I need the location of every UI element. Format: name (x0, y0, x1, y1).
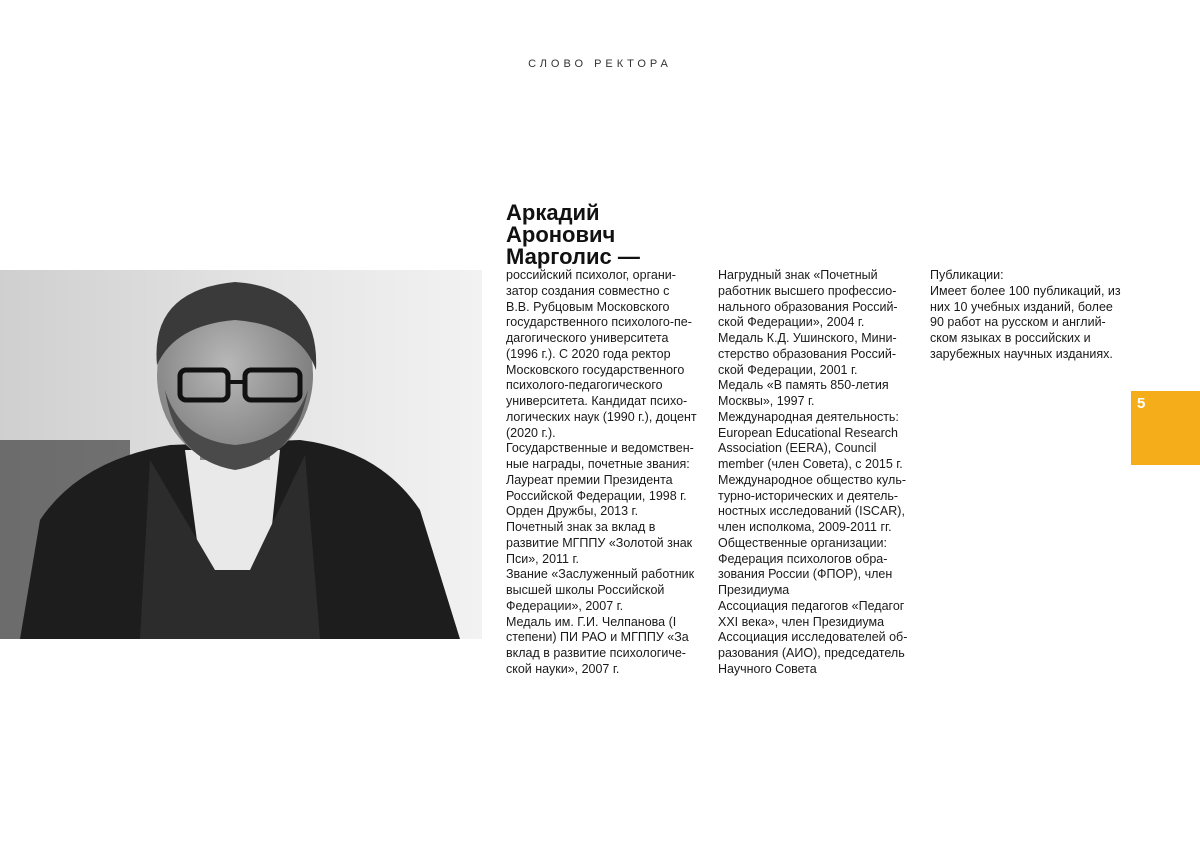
publications-column (930, 268, 1130, 363)
text-line: ском языках в российских и (930, 331, 1091, 345)
text-line: ностных исследований (ISCAR), (718, 504, 905, 519)
text-line: ской Федерации, 2001 г. (718, 362, 858, 377)
text-line: Научного Совета (718, 661, 817, 676)
text-line: логических наук (1990 г.), доцент (506, 409, 697, 424)
person-name (506, 202, 706, 268)
text-line: Президиума (718, 583, 790, 597)
text-line: Москвы», 1997 г. (718, 394, 815, 408)
text-line: них 10 учебных изданий, более (930, 299, 1113, 314)
text-line: Association (EERA), Council (718, 441, 877, 456)
text-line: степени) ПИ РАО и МГППУ «За (506, 630, 689, 645)
text-line: Ассоциация педагогов «Педагог (718, 598, 905, 613)
text-line: XXI века», член Президиума (718, 614, 885, 629)
text-line: member (член Совета), с 2015 г. (718, 457, 903, 471)
text-line: Медаль К.Д. Ушинского, Мини- (718, 331, 897, 345)
text-line: (2020 г.). (506, 425, 556, 440)
text-line: Имеет более 100 публикаций, из (930, 283, 1121, 298)
text-line: Публикации: (930, 268, 1004, 282)
text-line: ской науки», 2007 г. (506, 661, 620, 676)
text-line: European Educational Research (718, 425, 898, 440)
text-line: Международная деятельность: (718, 409, 899, 424)
text-line: вклад в развитие психологиче- (506, 646, 686, 660)
text-line: развитие МГППУ «Золотой знак (506, 535, 693, 550)
name-line-patronymic: Аронович (506, 222, 616, 247)
text-line: Медаль «В память 850-летия (718, 378, 889, 393)
text-line: Международное общество куль- (718, 472, 906, 487)
text-line: Пси», 2011 г. (506, 551, 579, 566)
text-line: Лауреат премии Президента (506, 472, 673, 487)
text-line: турно-исторических и деятель- (718, 488, 899, 503)
text-line: стерство образования Россий- (718, 346, 897, 361)
text-line: Государственные и ведомствен- (506, 441, 694, 456)
text-line: психолого-педагогического (506, 378, 663, 393)
text-line: нального образования Россий- (718, 299, 898, 314)
text-line: Ассоциация исследователей об- (718, 630, 908, 645)
text-line: разования (АИО), председатель (718, 646, 905, 660)
text-line: Звание «Заслуженный работник (506, 567, 695, 582)
text-line: Нагрудный знак «Почетный (718, 268, 878, 282)
text-line: российский психолог, органи- (506, 268, 676, 282)
text-line: университета. Кандидат психо- (506, 394, 688, 408)
text-line: Федерации», 2007 г. (506, 598, 624, 613)
text-line: зарубежных научных изданиях. (930, 346, 1113, 361)
name-line-first: Аркадий (506, 200, 600, 225)
text-line: зования России (ФПОР), член (718, 567, 893, 582)
text-line: Федерация психологов обра- (718, 551, 888, 566)
text-line: работник высшего профессио- (718, 283, 897, 298)
text-line: Почетный знак за вклад в (506, 520, 656, 534)
text-line: высшей школы Российской (506, 583, 665, 597)
text-line: затор создания совместно с (506, 283, 670, 298)
text-line: член исполкома, 2009-2011 гг. (718, 520, 892, 534)
text-line: ской Федерации», 2004 г. (718, 315, 865, 330)
text-line: В.В. Рубцовым Московского (506, 299, 670, 314)
text-line: Медаль им. Г.И. Челпанова (I (506, 614, 677, 629)
page-number: 5 (1137, 395, 1146, 412)
page-number-tab (1131, 391, 1200, 465)
text-line: Общественные организации: (718, 535, 887, 550)
text-line: Российской Федерации, 1998 г. (506, 488, 687, 503)
biography-column (506, 268, 706, 678)
section-title: СЛОВО РЕКТОРА (528, 58, 672, 70)
text-line: ные награды, почетные звания: (506, 457, 690, 471)
text-line: (1996 г.). С 2020 года ректор (506, 346, 671, 361)
awards-activities-column (718, 268, 918, 678)
text-line: дагогического университета (506, 331, 669, 345)
text-line: Московского государственного (506, 362, 685, 377)
text-line: Орден Дружбы, 2013 г. (506, 504, 639, 519)
text-line: государственного психолого-пе- (506, 315, 692, 330)
name-line-surname: Марголис — (506, 244, 640, 269)
portrait-photo (0, 270, 482, 639)
text-line: 90 работ на русском и англий- (930, 315, 1106, 330)
